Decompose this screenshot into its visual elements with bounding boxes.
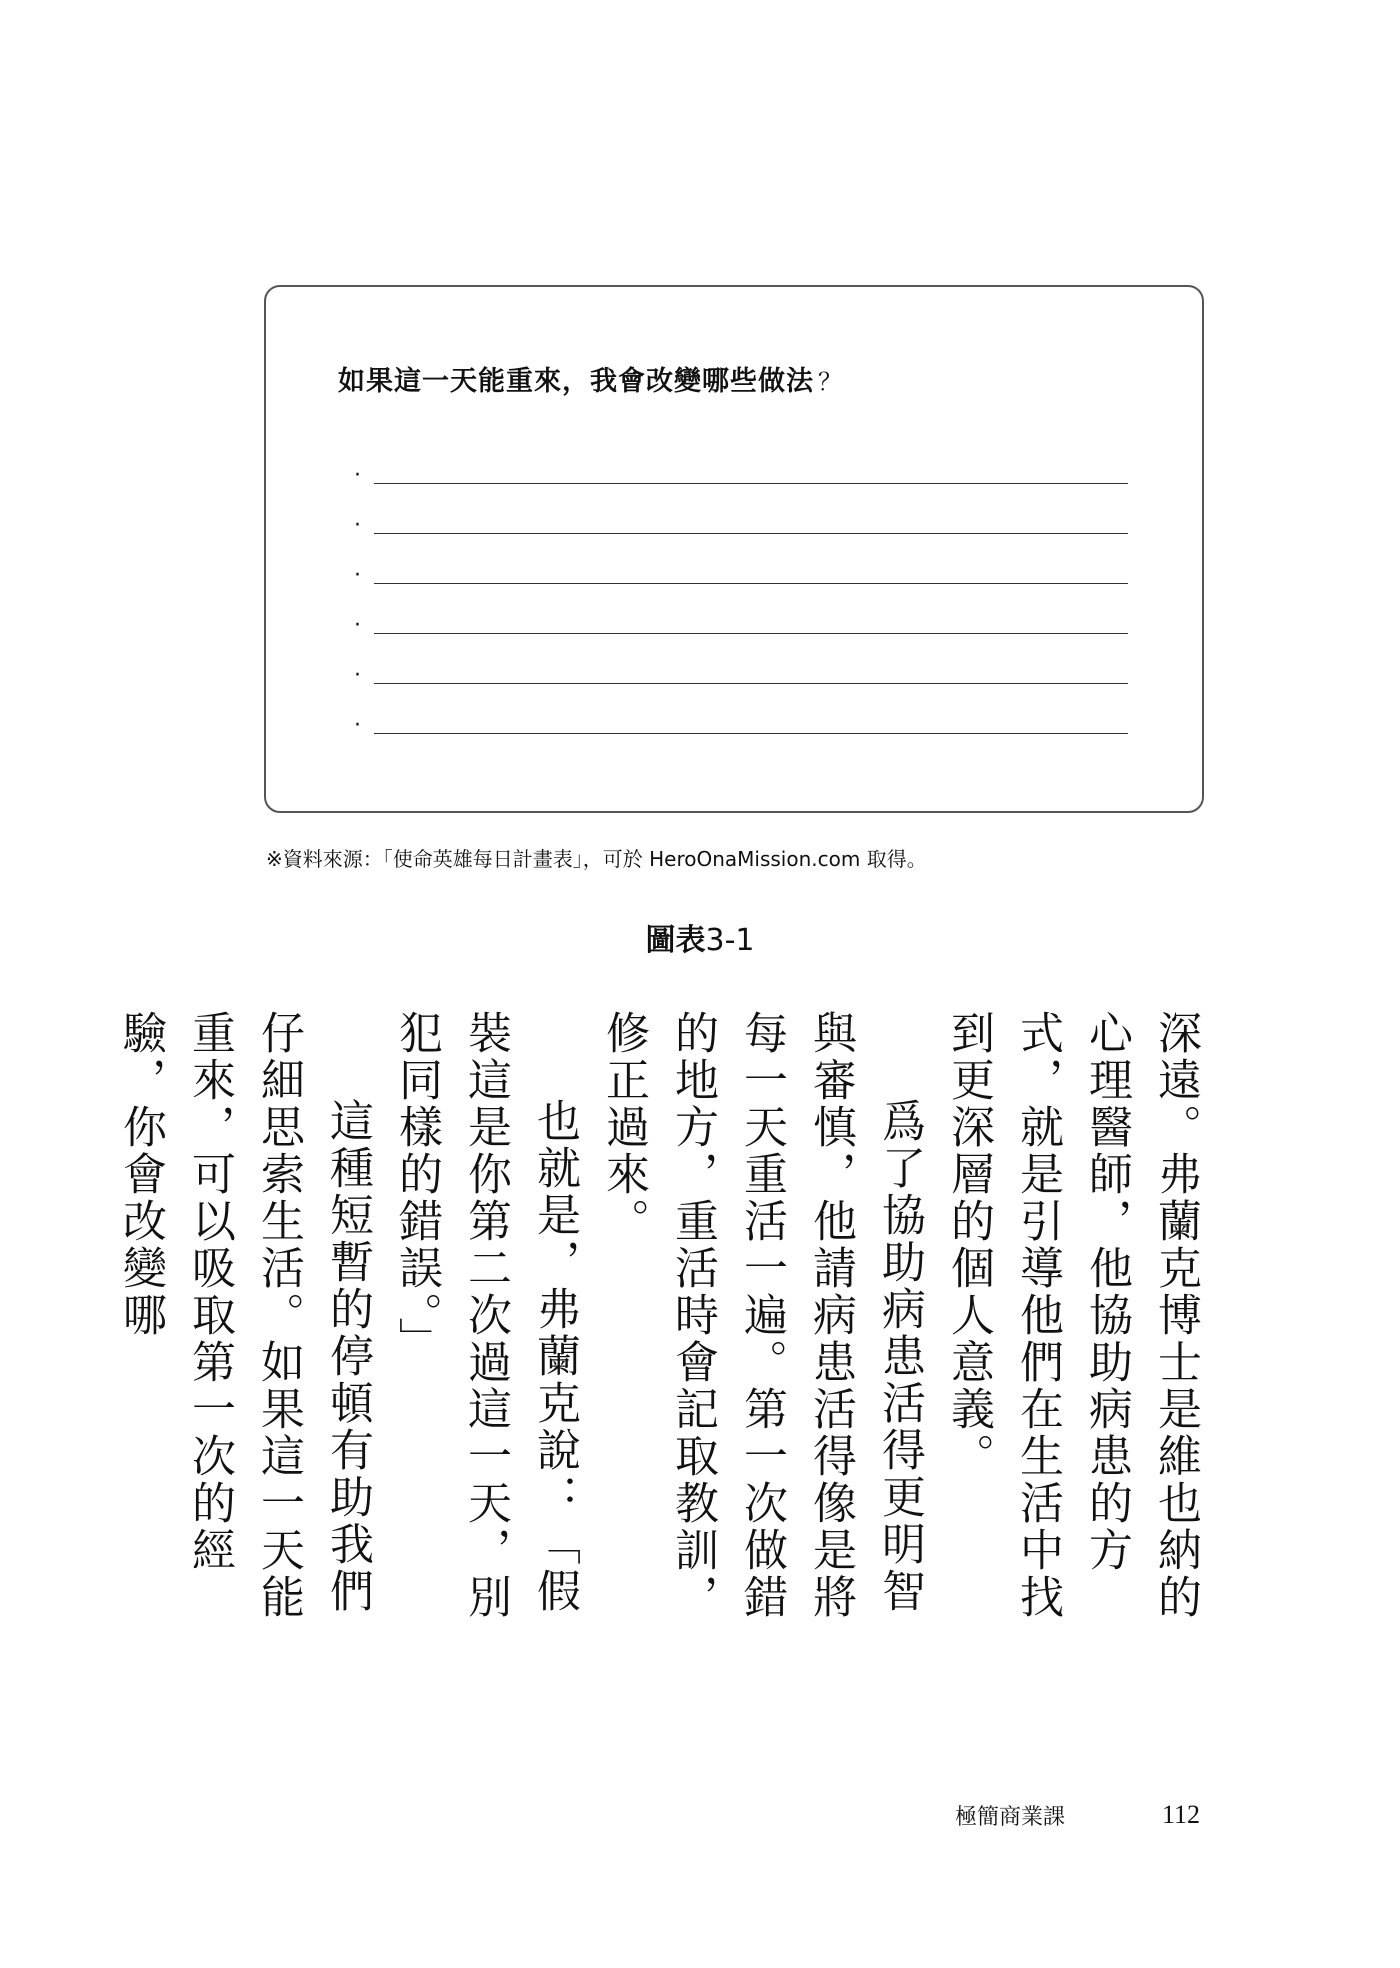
page-number: 112	[1162, 1800, 1201, 1829]
figure-number: 3-1	[705, 923, 755, 958]
figure-label: 圖表	[645, 923, 706, 958]
answer-line	[356, 707, 1128, 757]
paragraph: 深遠。弗蘭克博士是維也納的心理醫師，他協助病患的方式，就是引導他們在生活中找到更深層的個人意義。	[943, 1010, 1201, 1621]
answer-line	[356, 607, 1128, 657]
reflection-form-box	[264, 285, 1204, 813]
answer-line	[356, 457, 1128, 507]
answer-line	[356, 507, 1128, 557]
paragraph: 這種短暫的停頓有助我們仔細思索生活。如果這一天能重來，可以吸取第一次的經驗，你會改變哪	[115, 1010, 373, 1621]
answer-line-rule	[374, 733, 1128, 734]
bullet-dot: ·	[354, 513, 361, 538]
answer-line-rule	[374, 483, 1128, 484]
bullet-dot: ·	[354, 463, 361, 488]
bullet-dot: ·	[354, 613, 361, 638]
bullet-dot: ·	[354, 713, 361, 738]
answer-line	[356, 557, 1128, 607]
answer-line	[356, 657, 1128, 707]
form-question	[338, 359, 843, 398]
bullet-dot: ·	[354, 563, 361, 588]
vertical-body-text	[106, 1010, 1210, 1650]
question-mark: ？	[818, 368, 843, 396]
answer-lines	[356, 457, 1128, 757]
bullet-dot: ·	[354, 663, 361, 688]
answer-line-rule	[374, 683, 1128, 684]
paragraph: 也就是，弗蘭克說：「假裝這是你第二次過這一天，別犯同樣的錯誤。」	[391, 1010, 580, 1621]
answer-line-rule	[374, 583, 1128, 584]
paragraph: 爲了協助病患活得更明智與審慎，他請病患活得像是將每一天重活一遍。第一次做錯的地方，重活時會記取教訓，修正過來。	[598, 1010, 925, 1621]
answer-line-rule	[374, 533, 1128, 534]
figure-caption	[0, 915, 1400, 959]
source-note: ※資料來源：「使命英雄每日計畫表」，可於 HeroOnaMission.com 取得。	[266, 847, 927, 871]
running-footer-title: 極簡商業課	[955, 1805, 1066, 1830]
form-question-text: 如果這一天能重來，我會改變哪些做法	[338, 366, 814, 397]
answer-line-rule	[374, 633, 1128, 634]
